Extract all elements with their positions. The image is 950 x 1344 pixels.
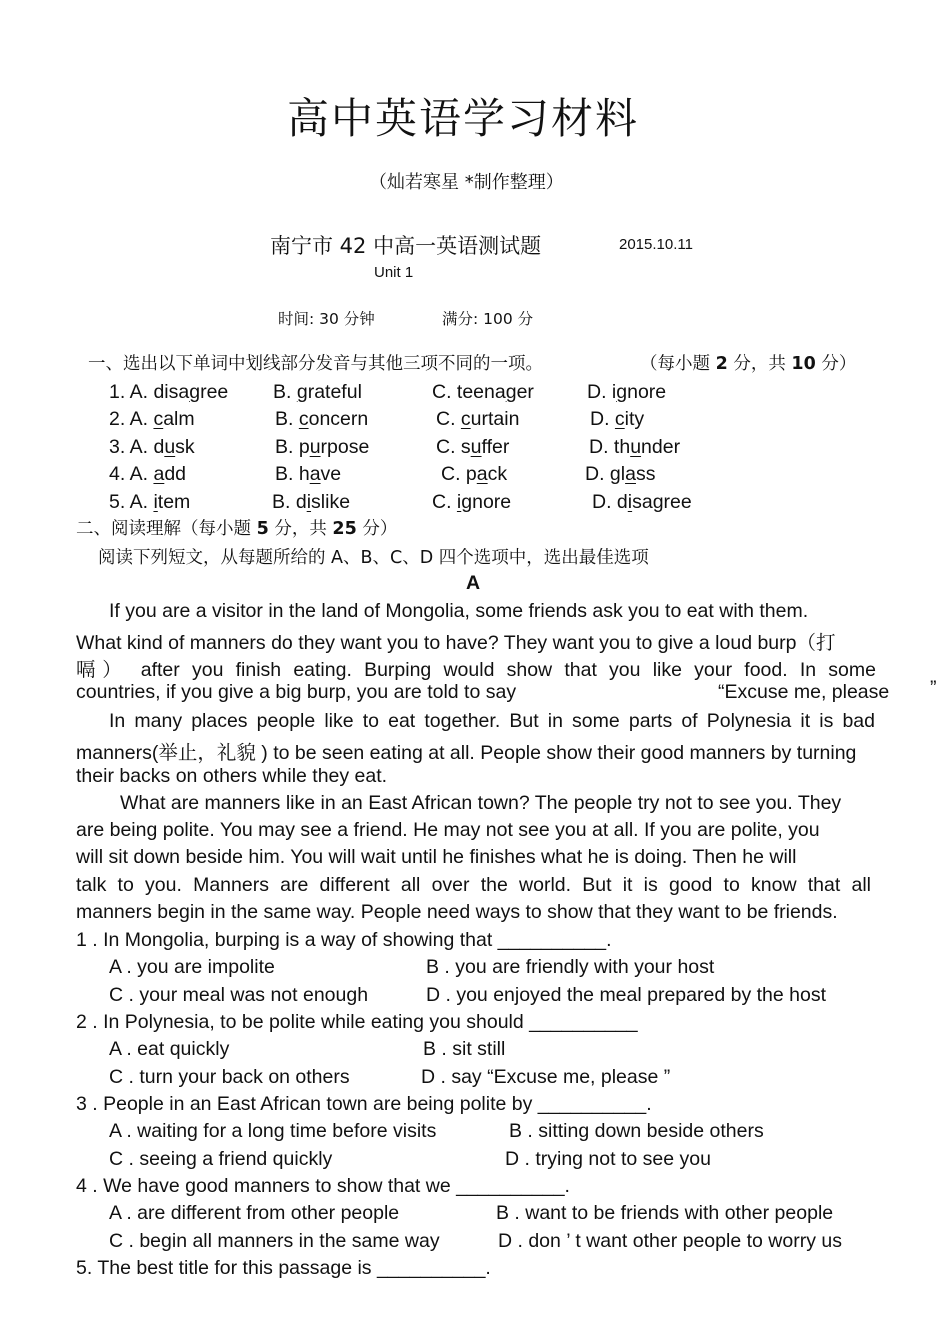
section1-heading: 一、选出以下单词中划线部分发音与其他三项不同的一项。	[88, 354, 543, 374]
answer-option-d[interactable]: D . don ’ t want other people to worry us	[498, 1230, 842, 1252]
phonetics-option-c: C. ignore	[432, 491, 512, 513]
answer-option-b[interactable]: B . want to be friends with other people	[496, 1202, 834, 1224]
answer-option-a[interactable]: A . waiting for a long time before visits	[109, 1120, 437, 1142]
passage-label: A	[466, 572, 481, 594]
phonetics-option-d: D. city	[590, 408, 645, 430]
answer-option-b[interactable]: B . sit still	[423, 1038, 506, 1060]
passage-line: talk to you. Manners are different all over the world. But it is good to know that all	[76, 874, 871, 896]
answer-option-a[interactable]: A . eat quickly	[109, 1038, 230, 1060]
passage-line: manners begin in the same way. People need ways to show that they want to be friends.	[76, 901, 838, 923]
section2-instruction: 阅读下列短文，从每题所给的 A、B、C、D 四个选项中，选出最佳选项	[98, 548, 649, 568]
question-stem: 2 . In Polynesia, to be polite while eating you should __________	[76, 1011, 638, 1033]
question-stem: 5. The best title for this passage is __________.	[76, 1257, 491, 1279]
answer-option-d[interactable]: D . you enjoyed the meal prepared by the host	[426, 984, 826, 1006]
phonetics-option-c: C. curtain	[436, 408, 520, 430]
question-stem: 4 . We have good manners to show that we __________.	[76, 1175, 570, 1197]
answer-option-b[interactable]: B . sitting down beside others	[509, 1120, 764, 1142]
time-limit: 时间: 30 分钟	[278, 310, 375, 328]
answer-option-a[interactable]: A . are different from other people	[109, 1202, 400, 1224]
phonetics-item: 1. A. disagree	[109, 381, 229, 403]
phonetics-option-b: B. concern	[275, 408, 369, 430]
unit-label: Unit 1	[374, 264, 414, 281]
exam-date: 2015.10.11	[619, 236, 693, 253]
phonetics-option-c: C. pack	[441, 463, 508, 485]
answer-option-c[interactable]: C . turn your back on others	[109, 1066, 350, 1088]
phonetics-option-b: B. purpose	[275, 436, 370, 458]
answer-option-c[interactable]: C . your meal was not enough	[109, 984, 369, 1006]
passage-line: manners(举止，礼貌 ) to be seen eating at all. People show their good manners by turning	[76, 742, 857, 764]
full-score: 满分: 100 分	[442, 310, 534, 328]
phonetics-item: 4. A. add	[109, 463, 187, 485]
phonetics-option-b: B. grateful	[273, 381, 362, 403]
phonetics-option-d: D. ignore	[587, 381, 667, 403]
phonetics-option-d: D. thunder	[589, 436, 681, 458]
author-note: （灿若寒星 *制作整理）	[369, 172, 564, 193]
answer-option-b[interactable]: B . you are friendly with your host	[426, 956, 715, 978]
passage-quote-end: ”	[930, 677, 937, 699]
passage-line: What are manners like in an East African town? The people try not to see you. They	[120, 792, 842, 814]
phonetics-item: 5. A. item	[109, 491, 191, 513]
passage-line: will sit down beside him. You will wait until he finishes what he is doing. Then he will	[76, 846, 797, 868]
phonetics-item: 3. A. dusk	[109, 436, 195, 458]
answer-option-a[interactable]: A . you are impolite	[109, 956, 275, 978]
phonetics-option-c: C. suffer	[436, 436, 510, 458]
answer-option-d[interactable]: D . trying not to see you	[505, 1148, 711, 1170]
phonetics-option-d: D. glass	[585, 463, 656, 485]
phonetics-option-c: C. teenager	[432, 381, 534, 403]
exam-title: 南宁市 42 中高一英语测试题	[270, 234, 542, 258]
passage-line: What kind of manners do they want you to have? They want you to give a loud burp（打	[76, 632, 836, 654]
passage-line: 嗝） after you finish eating. Burping would show that you like your food. In some	[76, 659, 876, 681]
answer-option-d[interactable]: D . say “Excuse me, please ”	[421, 1066, 671, 1088]
passage-line: If you are a visitor in the land of Mongolia, some friends ask you to eat with them.	[109, 600, 809, 622]
section2-heading: 二、阅读理解（每小题 5 分，共 25 分）	[76, 519, 398, 539]
passage-line: In many places people like to eat together. But in some parts of Polynesia it is bad	[109, 710, 875, 732]
answer-option-c[interactable]: C . begin all manners in the same way	[109, 1230, 440, 1252]
passage-quote: “Excuse me, please	[718, 681, 890, 703]
passage-line: their backs on others while they eat.	[76, 765, 388, 787]
passage-line: are being polite. You may see a friend. He may not see you at all. If you are polite, you	[76, 819, 820, 841]
page-title: 高中英语学习材料	[287, 94, 640, 143]
answer-option-c[interactable]: C . seeing a friend quickly	[109, 1148, 333, 1170]
question-stem: 3 . People in an East African town are being polite by __________.	[76, 1093, 652, 1115]
question-stem: 1 . In Mongolia, burping is a way of showing that __________.	[76, 929, 612, 951]
phonetics-item: 2. A. calm	[109, 408, 195, 430]
phonetics-option-d: D. disagree	[592, 491, 692, 513]
passage-line: countries, if you give a big burp, you are told to say	[76, 681, 517, 703]
section1-points: （每小题 2 分，共 10 分）	[640, 354, 857, 374]
phonetics-option-b: B. dislike	[272, 491, 351, 513]
phonetics-option-b: B. have	[275, 463, 342, 485]
